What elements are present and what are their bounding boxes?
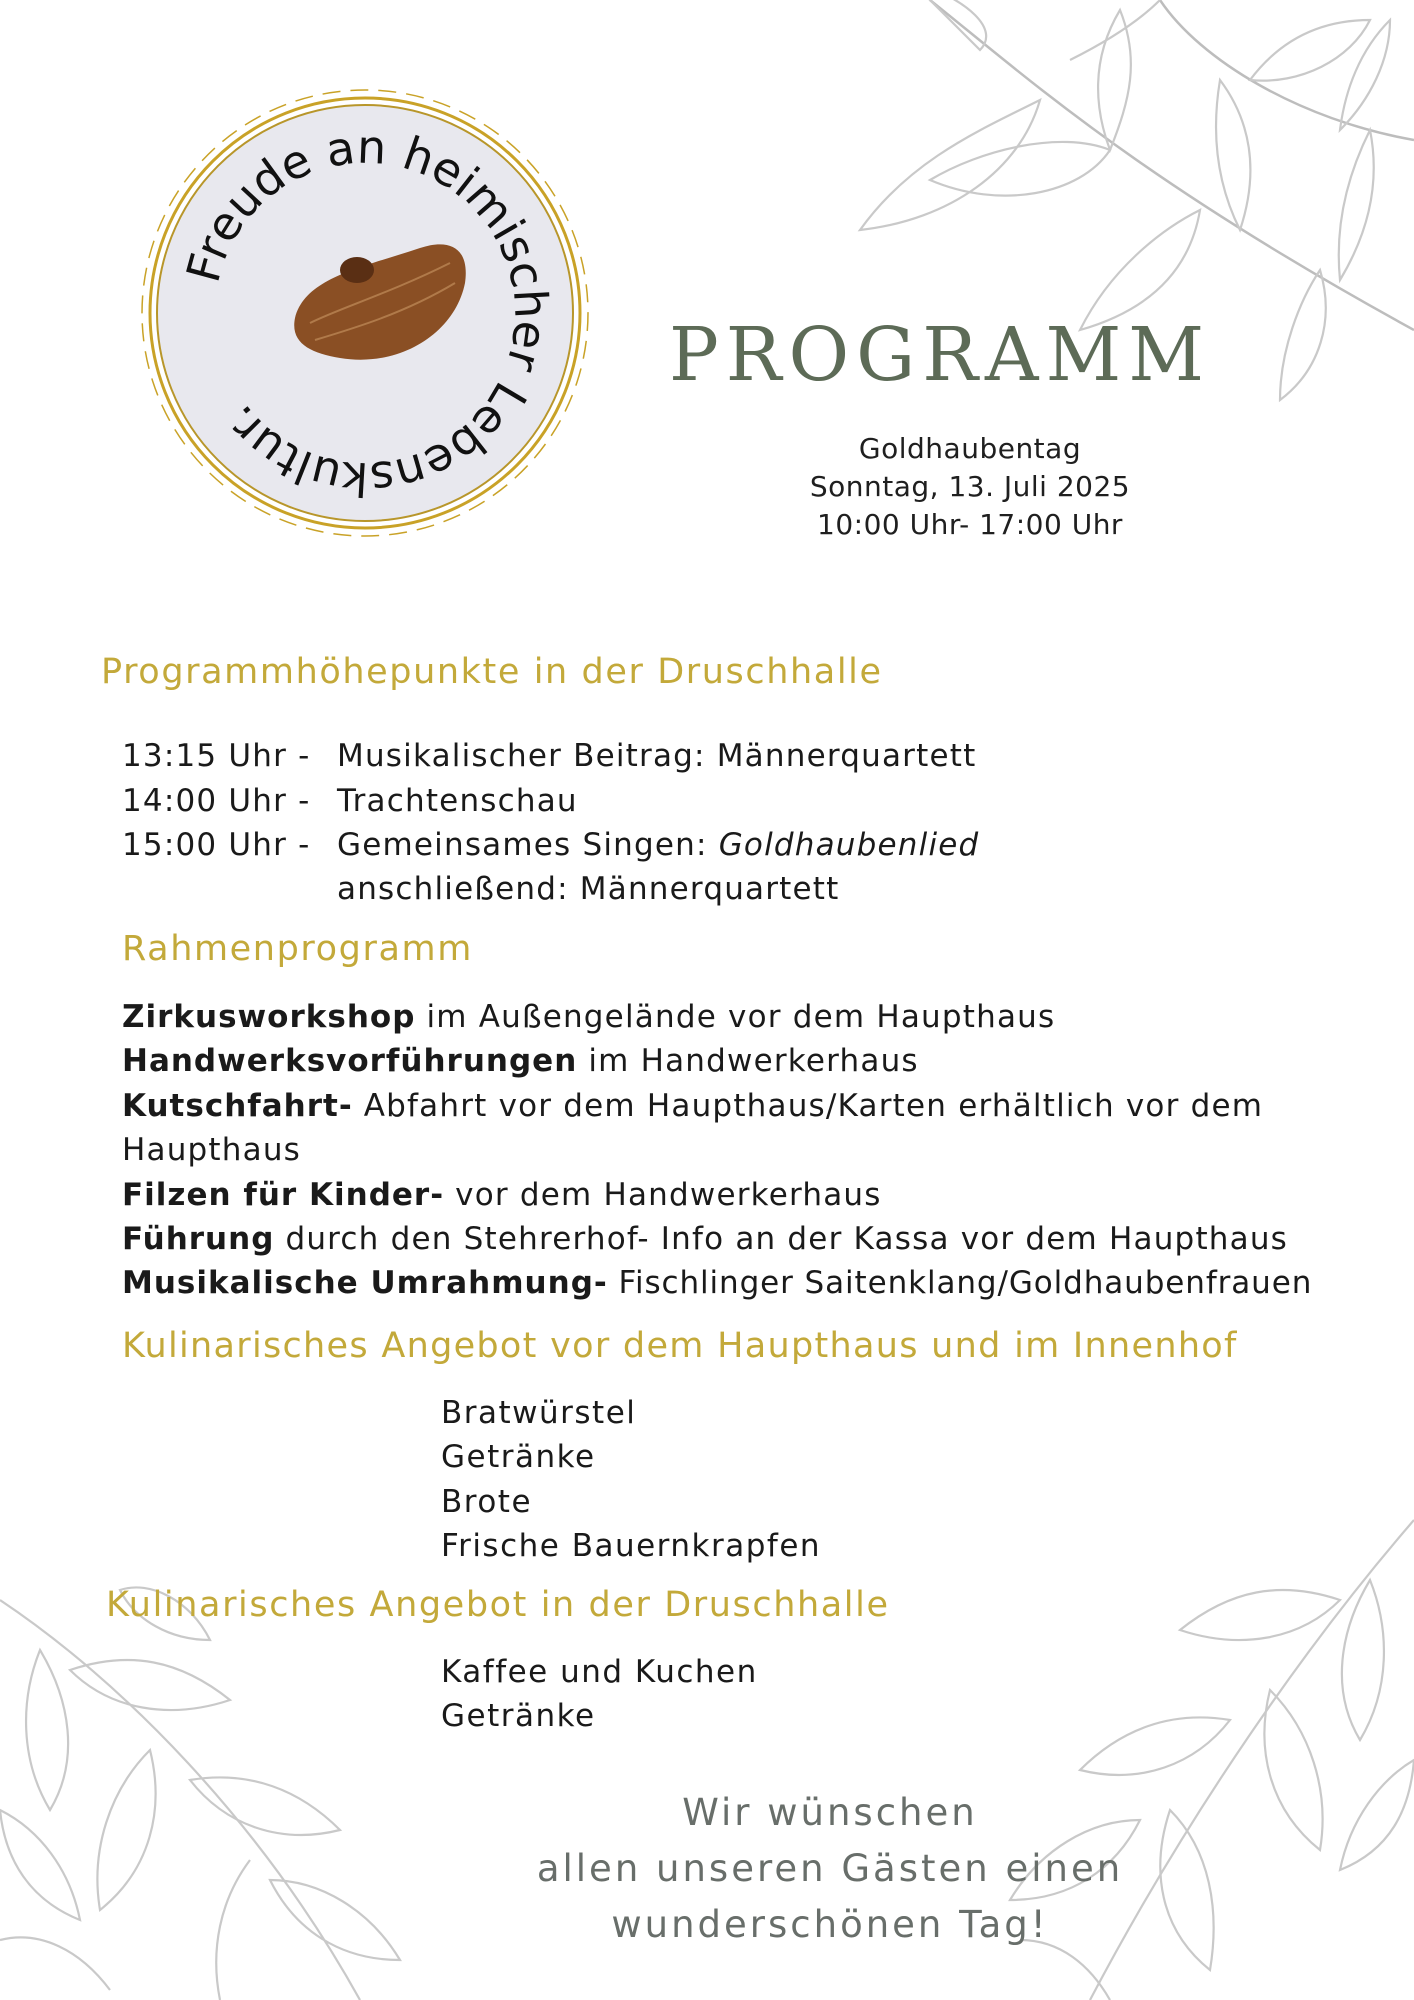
schedule-desc-text: Gemeinsames Singen: xyxy=(337,827,719,863)
rahmen-item-title: Handwerksvorführungen xyxy=(122,1043,578,1079)
rahmen-item-text: Abfahrt vor dem Haupthaus/Karten erhältlich vor dem xyxy=(352,1088,1264,1124)
schedule-desc: Trachtenschau xyxy=(337,783,578,819)
logo-circle-text: Freude an heimischer Lebenskultur. xyxy=(175,119,559,507)
event-info xyxy=(760,430,1180,544)
rahmen-item-text: Fischlinger Saitenklang/Goldhaubenfrauen xyxy=(607,1265,1313,1301)
rahmen-item xyxy=(122,1265,1313,1301)
rahmen-item-text: im Außengelände vor dem Haupthaus xyxy=(415,999,1056,1035)
event-name: Goldhaubentag xyxy=(858,432,1082,465)
food-item: Bratwürstel xyxy=(441,1395,637,1431)
rahmen-item xyxy=(122,1221,1289,1257)
food-item: Frische Bauernkrapfen xyxy=(441,1528,822,1564)
goldhauben-logo xyxy=(130,78,600,548)
highlights-heading: Programmhöhepunkte in der Druschhalle xyxy=(101,652,883,692)
rahmen-item-continued: Haupthaus xyxy=(122,1132,302,1168)
food-haupthaus-heading: Kulinarisches Angebot vor dem Haupthaus und im Innenhof xyxy=(122,1326,1238,1366)
rahmen-item-title: Filzen für Kinder- xyxy=(122,1177,445,1213)
food-item: Brote xyxy=(441,1484,533,1520)
schedule-desc-continued: anschließend: Männerquartett xyxy=(337,871,840,907)
rahmen-item-text: im Handwerkerhaus xyxy=(577,1043,919,1079)
rahmen-heading: Rahmenprogramm xyxy=(122,929,473,969)
food-item: Getränke xyxy=(441,1698,596,1734)
schedule-time: 13:15 Uhr - xyxy=(122,738,311,774)
schedule-time: 14:00 Uhr - xyxy=(122,783,311,819)
rahmen-item-title: Kutschfahrt- xyxy=(122,1088,353,1124)
closing-line: allen unseren Gästen einen xyxy=(536,1847,1124,1890)
song-title: Goldhaubenlied xyxy=(718,827,980,863)
rahmen-item-text: durch den Stehrerhof- Info an der Kassa vor dem Haupthaus xyxy=(274,1221,1289,1257)
rahmen-item xyxy=(122,1088,1264,1124)
rahmen-item-text: vor dem Handwerkerhaus xyxy=(444,1177,882,1213)
rahmen-item xyxy=(122,1177,882,1213)
page-title: PROGRAMM xyxy=(669,312,1211,398)
rahmen-item xyxy=(122,1043,919,1079)
schedule-time: 15:00 Uhr - xyxy=(122,827,311,863)
rahmen-item-title: Musikalische Umrahmung- xyxy=(122,1265,608,1301)
food-item: Getränke xyxy=(441,1439,596,1475)
closing-line: Wir wünschen xyxy=(682,1791,978,1834)
event-time: 10:00 Uhr- 17:00 Uhr xyxy=(817,508,1123,541)
food-druschhalle-heading: Kulinarisches Angebot in der Druschhalle xyxy=(106,1585,890,1625)
rahmen-item-title: Zirkusworkshop xyxy=(122,999,416,1035)
event-date: Sonntag, 13. Juli 2025 xyxy=(809,470,1131,503)
schedule-desc xyxy=(337,827,980,863)
rahmen-item-title: Führung xyxy=(122,1221,275,1257)
closing-message xyxy=(430,1785,1230,1953)
closing-line: wunderschönen Tag! xyxy=(611,1903,1049,1946)
rahmen-item xyxy=(122,999,1056,1035)
food-item: Kaffee und Kuchen xyxy=(441,1654,758,1690)
schedule-desc: Musikalischer Beitrag: Männerquartett xyxy=(337,738,977,774)
